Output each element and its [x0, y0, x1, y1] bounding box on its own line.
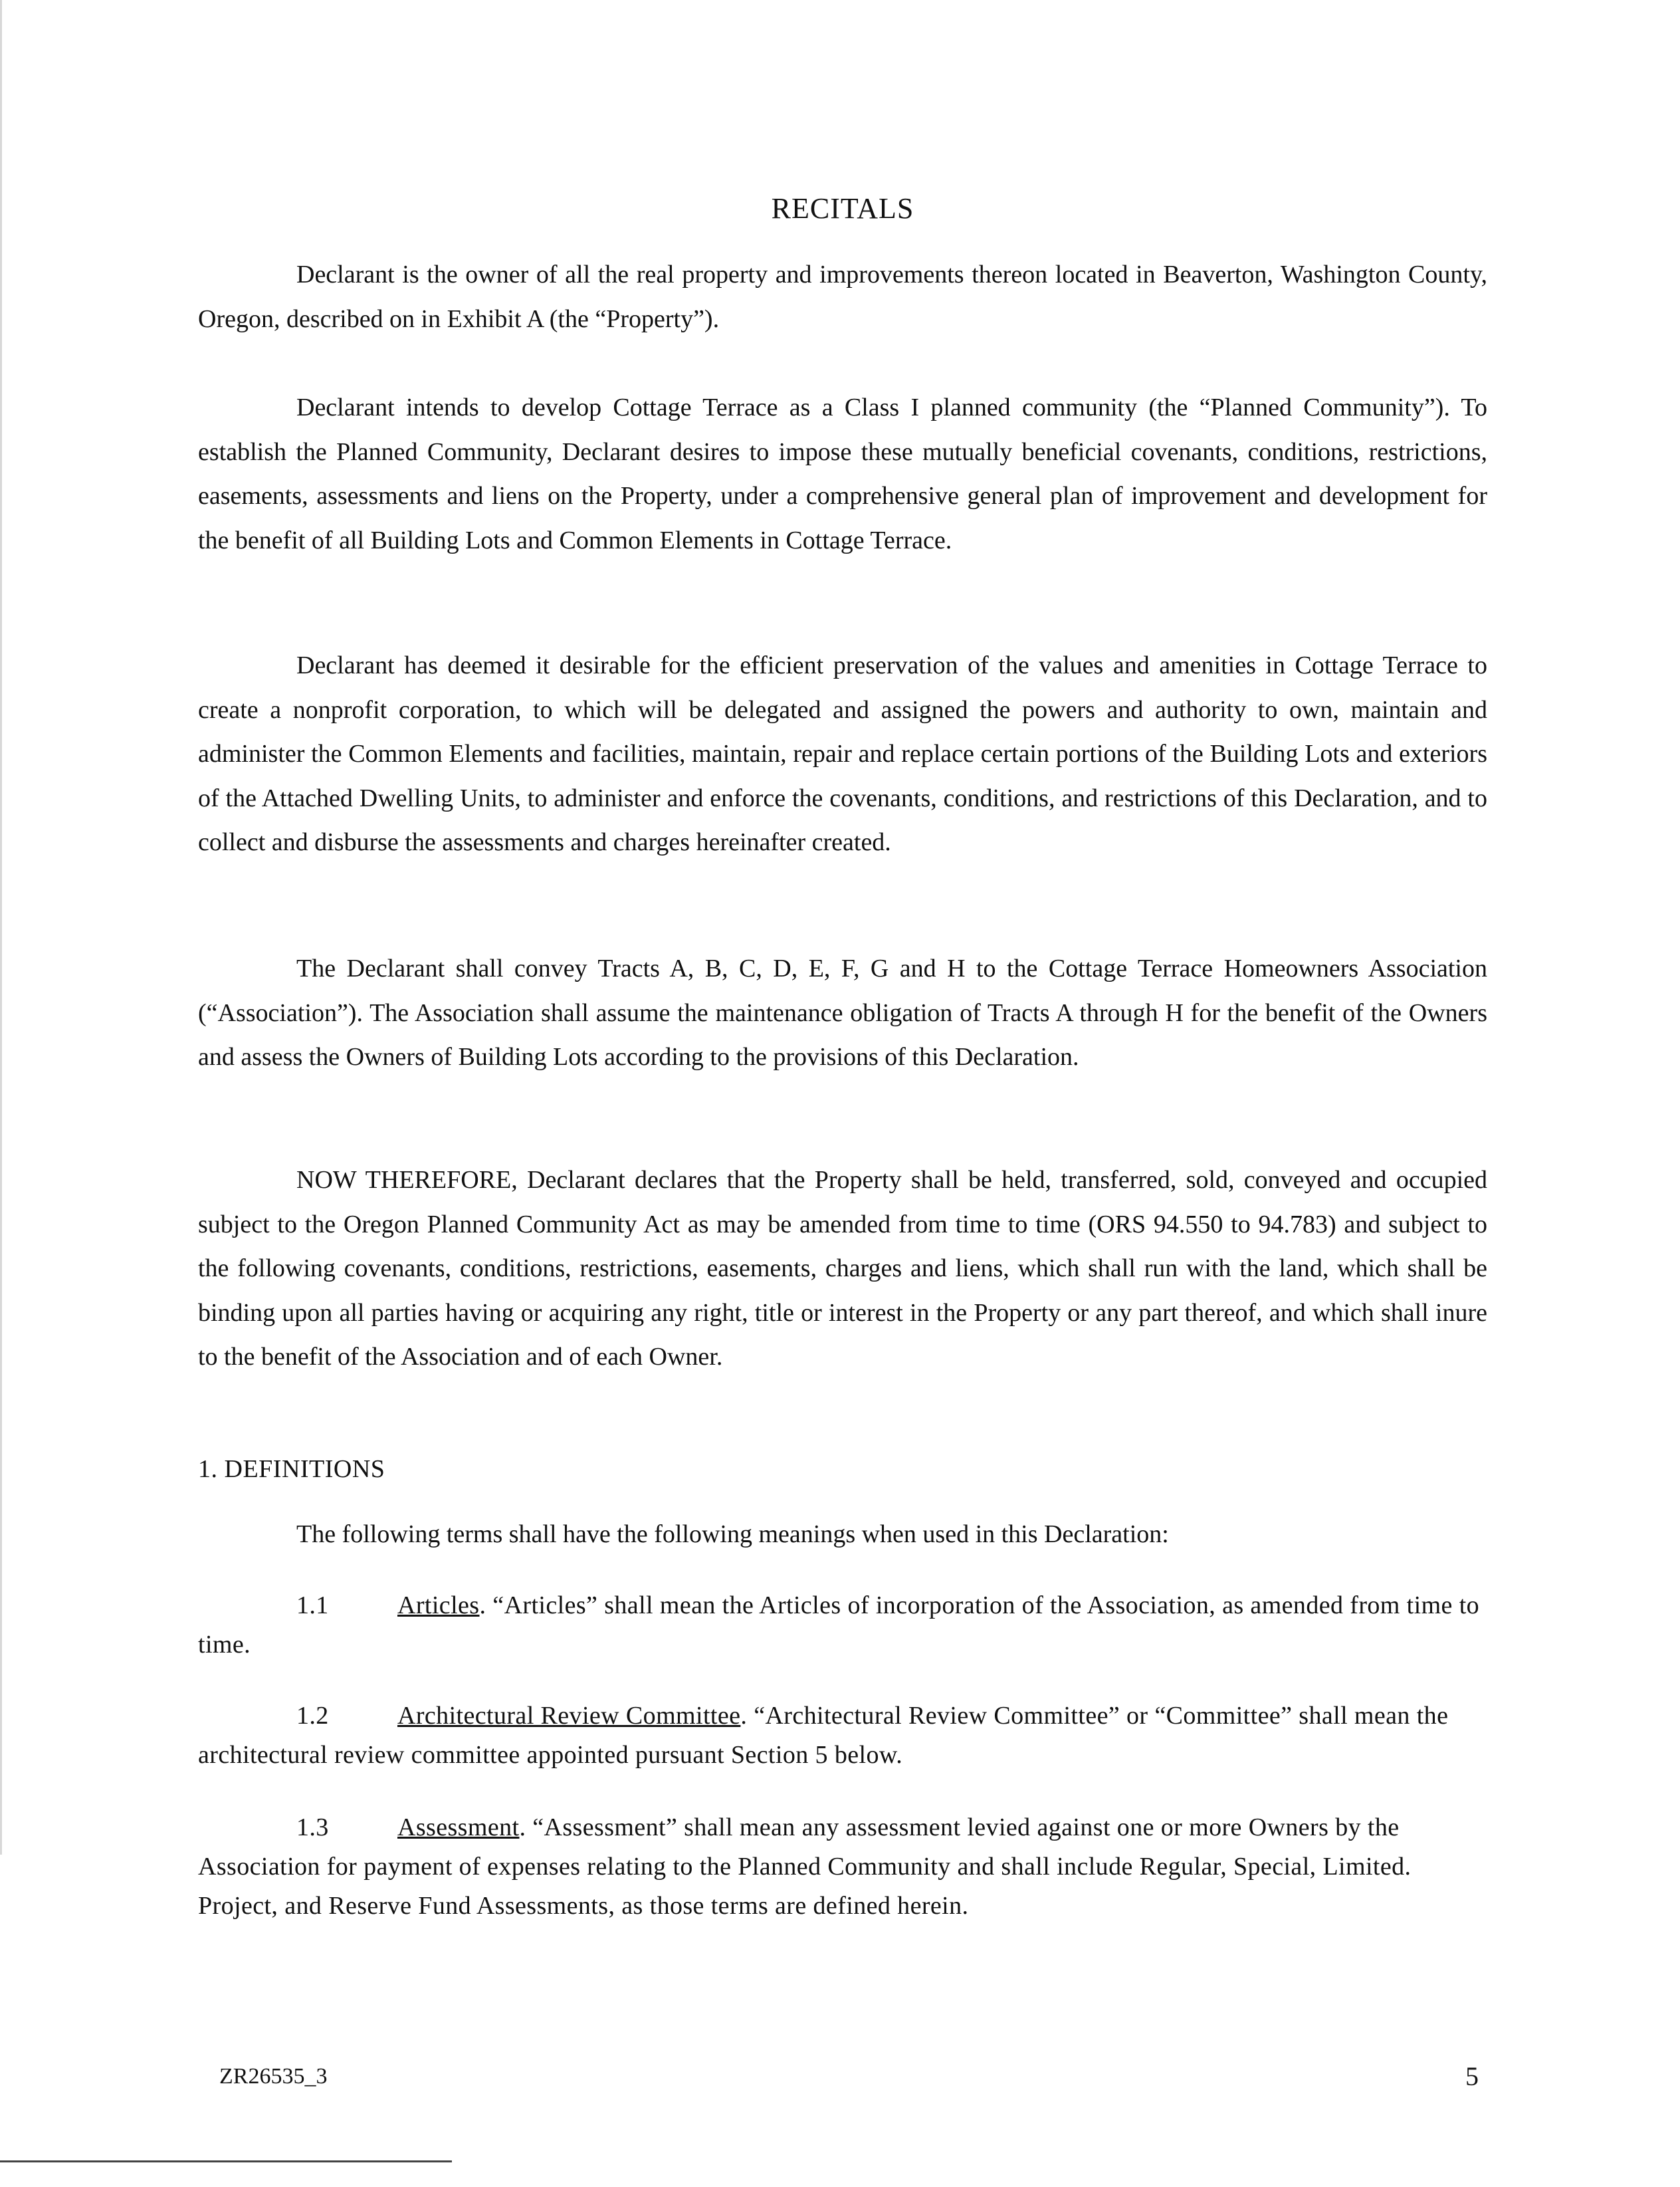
definition-1-2 — [198, 1696, 1487, 1775]
definition-text: . “Assessment” shall mean any assessment levied against one or more Owners by the Association for payment of expenses relating to the Planned Community and shall include Regular, Special, Limited. Project, and Reserve Fund Assessments, as those terms are defined herein. — [198, 1813, 1412, 1920]
definition-number: 1.2 — [296, 1702, 329, 1730]
page-title: RECITALS — [771, 192, 914, 225]
scan-edge — [0, 0, 2, 1855]
recital-paragraph-3: Declarant has deemed it desirable for the efficient preservation of the values and amenities in Cottage Terrace to create a nonprofit corporation, to which will be delegated and assigned the powers and authority to own, maintain and administer the Common Elements and facilities, maintain, repair and replace certain portions of the Building Lots and exteriors of the Attached Dwelling Units, to administer and enforce the covenants, conditions, and restrictions of this Declaration, and to collect and disburse the assessments and charges hereinafter created. — [198, 651, 1487, 856]
definition-term: Architectural Review Committee — [397, 1702, 741, 1730]
definition-1-1 — [198, 1586, 1487, 1665]
recital-paragraph-2: Declarant intends to develop Cottage Terrace as a Class I planned community (the “Planned Community”). To establish the Planned Community, Declarant desires to impose these mutually beneficial covenants, conditions, restrictions, easements, assessments and liens on the Property, under a comprehensive general plan of improvement and development for the benefit of all Building Lots and Common Elements in Cottage Terrace. — [198, 394, 1487, 554]
definitions-heading: 1. DEFINITIONS — [198, 1455, 385, 1483]
definition-number: 1.3 — [296, 1813, 329, 1841]
definition-term: Assessment — [397, 1813, 520, 1841]
document-id: ZR26535_3 — [219, 2064, 328, 2089]
recital-paragraph-5: NOW THEREFORE, Declarant declares that the Property shall be held, transferred, sold, conveyed and occupied subject to the Oregon Planned Community Act as may be amended from time to time (ORS 94.550 to 94.783) and subject to the following covenants, conditions, restrictions, easements, charges and liens, which shall run with the land, which shall be binding upon all parties having or acquiring any right, title or interest in the Property or any part thereof, and which shall inure to the benefit of the Association and of each Owner. — [198, 1166, 1487, 1371]
definition-text: . “Architectural Review Committee” or “Committee” shall mean the architectural review committee appointed pursuant Section 5 below. — [198, 1702, 1449, 1769]
recital-paragraph-1: Declarant is the owner of all the real property and improvements thereon located in Beaverton, Washington County, Oregon, described on in Exhibit A (the “Property”). — [198, 261, 1487, 333]
recital-paragraph-4: The Declarant shall convey Tracts A, B, C, D, E, F, G and H to the Cottage Terrace Homeowners Association (“Association”). The Association shall assume the maintenance obligation of Tracts A through H for the benefit of the Owners and assess the Owners of Building Lots according to the provisions of this Declaration. — [198, 955, 1487, 1071]
scan-bottom-rule — [0, 2160, 452, 2162]
definition-1-3 — [198, 1808, 1487, 1926]
definitions-intro: The following terms shall have the following meanings when used in this Declaration: — [296, 1520, 1169, 1548]
definition-number: 1.1 — [296, 1591, 329, 1619]
page-number: 5 — [1465, 2061, 1479, 2091]
definition-text: . “Articles” shall mean the Articles of incorporation of the Association, as amended from time to time. — [198, 1591, 1480, 1659]
definition-term: Articles — [397, 1591, 480, 1619]
